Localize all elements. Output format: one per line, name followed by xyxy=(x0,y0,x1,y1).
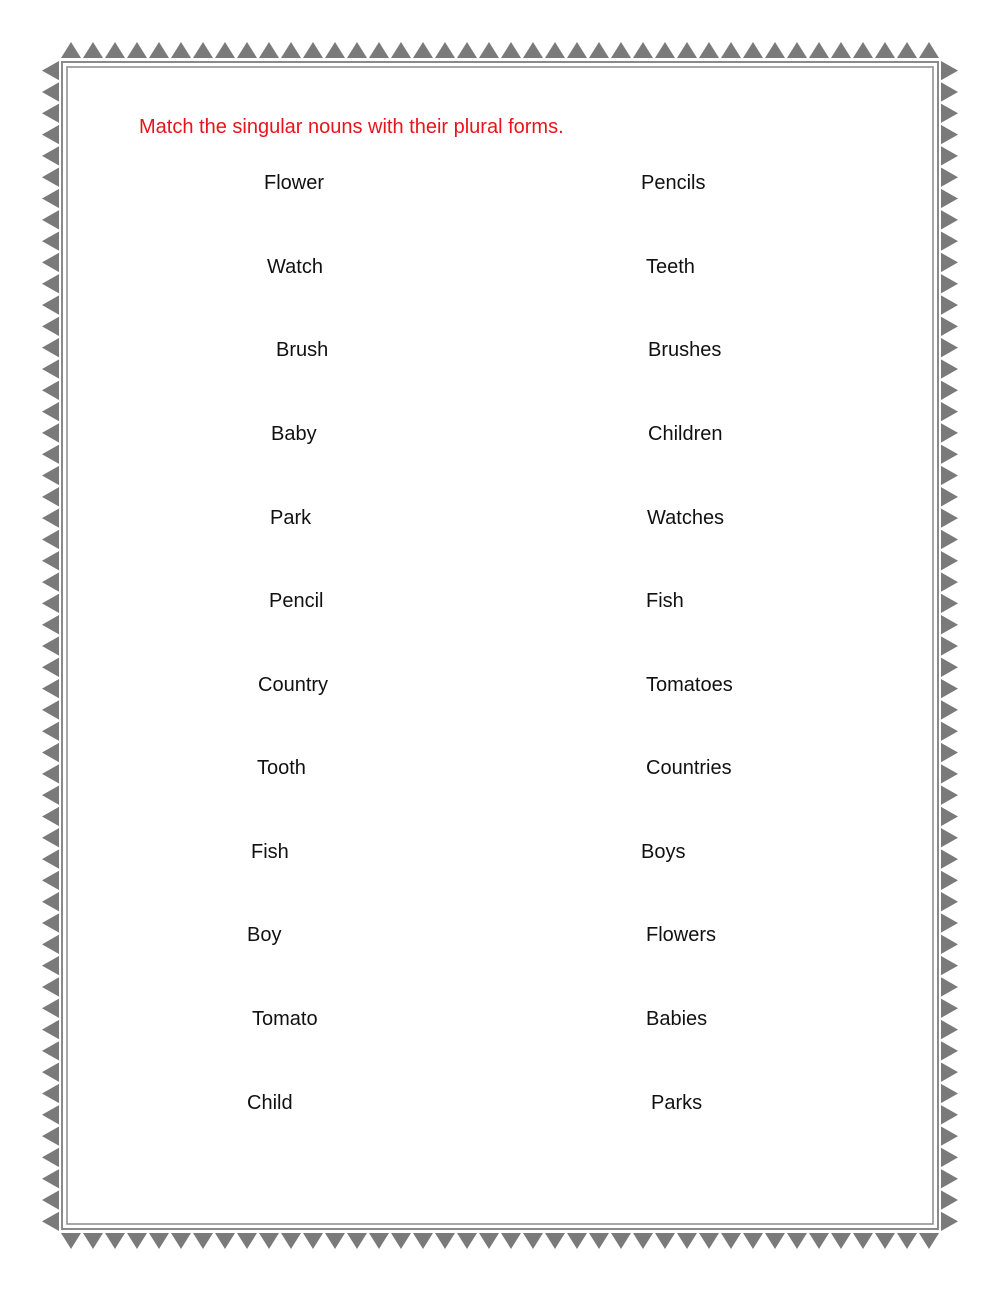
border-triangle xyxy=(545,42,565,58)
border-triangle xyxy=(941,1063,958,1082)
border-triangle xyxy=(831,1233,851,1249)
border-triangle xyxy=(941,1126,958,1145)
border-triangle xyxy=(325,42,345,58)
border-triangle xyxy=(941,786,958,805)
border-triangle xyxy=(42,274,59,293)
border-triangle xyxy=(589,42,609,58)
plural-noun-flowers: Flowers xyxy=(646,924,717,946)
border-triangle xyxy=(567,42,587,58)
border-triangle xyxy=(303,1233,323,1249)
border-triangle xyxy=(457,42,477,58)
border-triangle xyxy=(457,1233,477,1249)
border-triangle xyxy=(743,1233,763,1249)
border-triangle xyxy=(699,1233,719,1249)
singular-noun-fish: Fish xyxy=(251,841,289,863)
border-triangle xyxy=(42,1084,59,1103)
border-triangle xyxy=(941,956,958,975)
border-triangle xyxy=(941,402,958,421)
border-triangle xyxy=(941,210,958,229)
border-triangle xyxy=(42,61,59,80)
border-triangle xyxy=(281,42,301,58)
border-triangle xyxy=(42,445,59,464)
border-triangle xyxy=(941,572,958,591)
border-triangle xyxy=(42,508,59,527)
border-triangle xyxy=(941,828,958,847)
border-triangle xyxy=(42,125,59,144)
border-triangle xyxy=(743,42,763,58)
border-triangle xyxy=(42,572,59,591)
border-triangle xyxy=(501,1233,521,1249)
singular-noun-boy: Boy xyxy=(247,924,282,946)
border-triangle xyxy=(941,381,958,400)
border-triangle xyxy=(941,338,958,357)
plural-noun-children: Children xyxy=(648,423,723,445)
plural-noun-fish: Fish xyxy=(646,590,684,612)
border-triangle xyxy=(149,42,169,58)
border-triangle xyxy=(941,317,958,336)
border-triangle xyxy=(941,274,958,293)
border-triangle xyxy=(369,1233,389,1249)
border-triangle xyxy=(259,1233,279,1249)
plural-noun-boys: Boys xyxy=(641,841,686,863)
border-triangle xyxy=(413,1233,433,1249)
border-triangle xyxy=(42,807,59,826)
border-triangle xyxy=(42,786,59,805)
plural-noun-countries: Countries xyxy=(646,757,732,779)
border-triangle xyxy=(941,679,958,698)
border-triangle xyxy=(42,679,59,698)
border-triangle xyxy=(215,1233,235,1249)
border-triangle xyxy=(941,977,958,996)
border-triangle xyxy=(919,42,939,58)
border-triangle xyxy=(325,1233,345,1249)
border-triangle xyxy=(655,1233,675,1249)
border-triangle xyxy=(42,82,59,101)
border-triangle xyxy=(42,466,59,485)
border-triangles-top xyxy=(61,42,939,58)
border-triangle xyxy=(941,913,958,932)
border-triangle xyxy=(42,743,59,762)
border-triangle xyxy=(105,42,125,58)
border-triangle xyxy=(42,658,59,677)
border-triangle xyxy=(941,530,958,549)
border-triangle xyxy=(42,594,59,613)
border-triangle xyxy=(941,1190,958,1209)
border-triangle xyxy=(149,1233,169,1249)
border-triangle xyxy=(941,615,958,634)
border-triangle xyxy=(61,1233,81,1249)
border-triangle xyxy=(42,381,59,400)
border-triangle xyxy=(42,253,59,272)
border-triangle xyxy=(42,317,59,336)
border-triangle xyxy=(42,1020,59,1039)
plural-noun-teeth: Teeth xyxy=(646,256,695,278)
border-triangle xyxy=(435,1233,455,1249)
border-triangle xyxy=(941,253,958,272)
border-triangle xyxy=(501,42,521,58)
border-triangle xyxy=(941,849,958,868)
border-triangle xyxy=(611,1233,631,1249)
border-triangle xyxy=(523,1233,543,1249)
border-triangle xyxy=(127,42,147,58)
border-triangle xyxy=(897,1233,917,1249)
border-triangle xyxy=(545,1233,565,1249)
border-triangle xyxy=(369,42,389,58)
border-triangle xyxy=(655,42,675,58)
singular-noun-country: Country xyxy=(258,674,329,696)
singular-noun-watch: Watch xyxy=(267,256,323,278)
instruction-text: Match the singular nouns with their plural forms. xyxy=(139,116,564,138)
singular-noun-baby: Baby xyxy=(271,423,317,445)
border-triangle xyxy=(171,1233,191,1249)
border-triangle xyxy=(941,487,958,506)
border-triangle xyxy=(83,1233,103,1249)
border-triangle xyxy=(42,295,59,314)
border-triangle xyxy=(941,807,958,826)
border-triangle xyxy=(42,1041,59,1060)
border-triangle xyxy=(42,487,59,506)
border-triangle xyxy=(42,828,59,847)
border-triangle xyxy=(941,700,958,719)
border-triangle xyxy=(589,1233,609,1249)
border-triangle xyxy=(347,42,367,58)
border-triangle xyxy=(259,42,279,58)
singular-noun-brush: Brush xyxy=(276,339,329,361)
border-triangle xyxy=(677,1233,697,1249)
border-triangle xyxy=(42,913,59,932)
border-triangle xyxy=(42,1169,59,1188)
border-triangle xyxy=(347,1233,367,1249)
border-triangle xyxy=(127,1233,147,1249)
border-triangle xyxy=(83,42,103,58)
border-triangle xyxy=(941,1169,958,1188)
border-triangles-bottom xyxy=(61,1233,939,1249)
border-triangles-right xyxy=(941,61,958,1231)
border-triangle xyxy=(941,1020,958,1039)
border-triangle xyxy=(941,82,958,101)
border-triangle xyxy=(633,1233,653,1249)
border-triangles-left xyxy=(42,61,59,1231)
border-triangle xyxy=(875,1233,895,1249)
border-triangle xyxy=(787,42,807,58)
border-triangle xyxy=(42,338,59,357)
border-triangle xyxy=(941,1084,958,1103)
border-triangle xyxy=(941,295,958,314)
border-triangle xyxy=(941,508,958,527)
plural-noun-tomatoes: Tomatoes xyxy=(646,674,733,696)
border-triangle xyxy=(809,1233,829,1249)
border-triangle xyxy=(42,402,59,421)
border-triangle xyxy=(809,42,829,58)
border-triangle xyxy=(523,42,543,58)
border-triangle xyxy=(941,445,958,464)
border-triangle xyxy=(941,125,958,144)
border-triangle xyxy=(941,189,958,208)
border-triangle xyxy=(42,849,59,868)
border-triangle xyxy=(831,42,851,58)
border-triangle xyxy=(42,1148,59,1167)
singular-noun-tooth: Tooth xyxy=(257,757,306,779)
border-triangle xyxy=(391,42,411,58)
border-triangle xyxy=(941,935,958,954)
border-triangle xyxy=(853,42,873,58)
border-triangle xyxy=(941,1148,958,1167)
singular-noun-child: Child xyxy=(247,1092,293,1114)
border-triangle xyxy=(941,892,958,911)
border-triangle xyxy=(42,764,59,783)
border-triangle xyxy=(42,999,59,1018)
border-triangle xyxy=(941,658,958,677)
border-triangle xyxy=(42,1126,59,1145)
border-triangle xyxy=(479,42,499,58)
border-triangle xyxy=(413,42,433,58)
border-triangle xyxy=(765,1233,785,1249)
border-triangle xyxy=(721,42,741,58)
border-triangle xyxy=(42,615,59,634)
plural-noun-babies: Babies xyxy=(646,1008,708,1030)
border-triangle xyxy=(193,42,213,58)
border-triangle xyxy=(42,935,59,954)
border-triangle xyxy=(42,1105,59,1124)
singular-noun-pencil: Pencil xyxy=(269,590,324,612)
border-triangle xyxy=(42,231,59,250)
border-triangle xyxy=(42,1063,59,1082)
border-triangle xyxy=(941,871,958,890)
border-triangle xyxy=(42,871,59,890)
border-triangle xyxy=(567,1233,587,1249)
border-triangle xyxy=(853,1233,873,1249)
border-triangle xyxy=(42,700,59,719)
outer-frame-line xyxy=(62,62,938,1229)
singular-noun-park: Park xyxy=(270,507,312,529)
border-triangle xyxy=(941,636,958,655)
inner-frame-line xyxy=(67,67,933,1224)
border-triangle xyxy=(787,1233,807,1249)
border-triangle xyxy=(941,551,958,570)
border-triangle xyxy=(941,104,958,123)
border-triangle xyxy=(42,104,59,123)
border-triangle xyxy=(303,42,323,58)
border-triangle xyxy=(611,42,631,58)
border-triangle xyxy=(435,42,455,58)
plural-noun-watches: Watches xyxy=(647,507,725,529)
border-triangle xyxy=(42,210,59,229)
border-triangle xyxy=(941,359,958,378)
border-triangle xyxy=(42,722,59,741)
border-triangle xyxy=(699,42,719,58)
border-triangle xyxy=(215,42,235,58)
border-triangle xyxy=(941,722,958,741)
border-triangle xyxy=(61,42,81,58)
border-triangle xyxy=(941,594,958,613)
border-triangle xyxy=(765,42,785,58)
border-triangle xyxy=(941,1041,958,1060)
border-triangle xyxy=(721,1233,741,1249)
border-triangle xyxy=(897,42,917,58)
plural-noun-pencils: Pencils xyxy=(641,172,706,194)
border-triangle xyxy=(941,764,958,783)
border-triangle xyxy=(171,42,191,58)
border-triangle xyxy=(875,42,895,58)
border-triangle xyxy=(42,189,59,208)
plural-noun-brushes: Brushes xyxy=(648,339,722,361)
border-triangle xyxy=(42,636,59,655)
border-triangle xyxy=(941,1212,958,1231)
singular-noun-tomato: Tomato xyxy=(252,1008,318,1030)
border-triangle xyxy=(941,146,958,165)
border-triangle xyxy=(237,42,257,58)
border-triangle xyxy=(42,1212,59,1231)
border-triangle xyxy=(919,1233,939,1249)
border-triangle xyxy=(42,1190,59,1209)
border-triangle xyxy=(633,42,653,58)
plural-noun-parks: Parks xyxy=(651,1092,703,1114)
border-triangle xyxy=(42,977,59,996)
border-triangle xyxy=(42,530,59,549)
border-triangle xyxy=(677,42,697,58)
border-triangle xyxy=(941,168,958,187)
border-triangle xyxy=(42,551,59,570)
border-triangle xyxy=(193,1233,213,1249)
border-triangle xyxy=(941,466,958,485)
border-triangle xyxy=(941,423,958,442)
border-triangle xyxy=(42,423,59,442)
border-triangle xyxy=(281,1233,301,1249)
border-triangle xyxy=(479,1233,499,1249)
border-triangle xyxy=(237,1233,257,1249)
border-triangle xyxy=(941,61,958,80)
border-triangle xyxy=(42,168,59,187)
border-triangle xyxy=(42,956,59,975)
border-triangle xyxy=(941,743,958,762)
border-triangle xyxy=(42,146,59,165)
border-triangle xyxy=(941,231,958,250)
border-triangle xyxy=(42,892,59,911)
border-triangle xyxy=(391,1233,411,1249)
border-triangle xyxy=(941,1105,958,1124)
border-triangle xyxy=(941,999,958,1018)
border-triangle xyxy=(42,359,59,378)
border-triangle xyxy=(105,1233,125,1249)
singular-noun-flower: Flower xyxy=(264,172,325,194)
